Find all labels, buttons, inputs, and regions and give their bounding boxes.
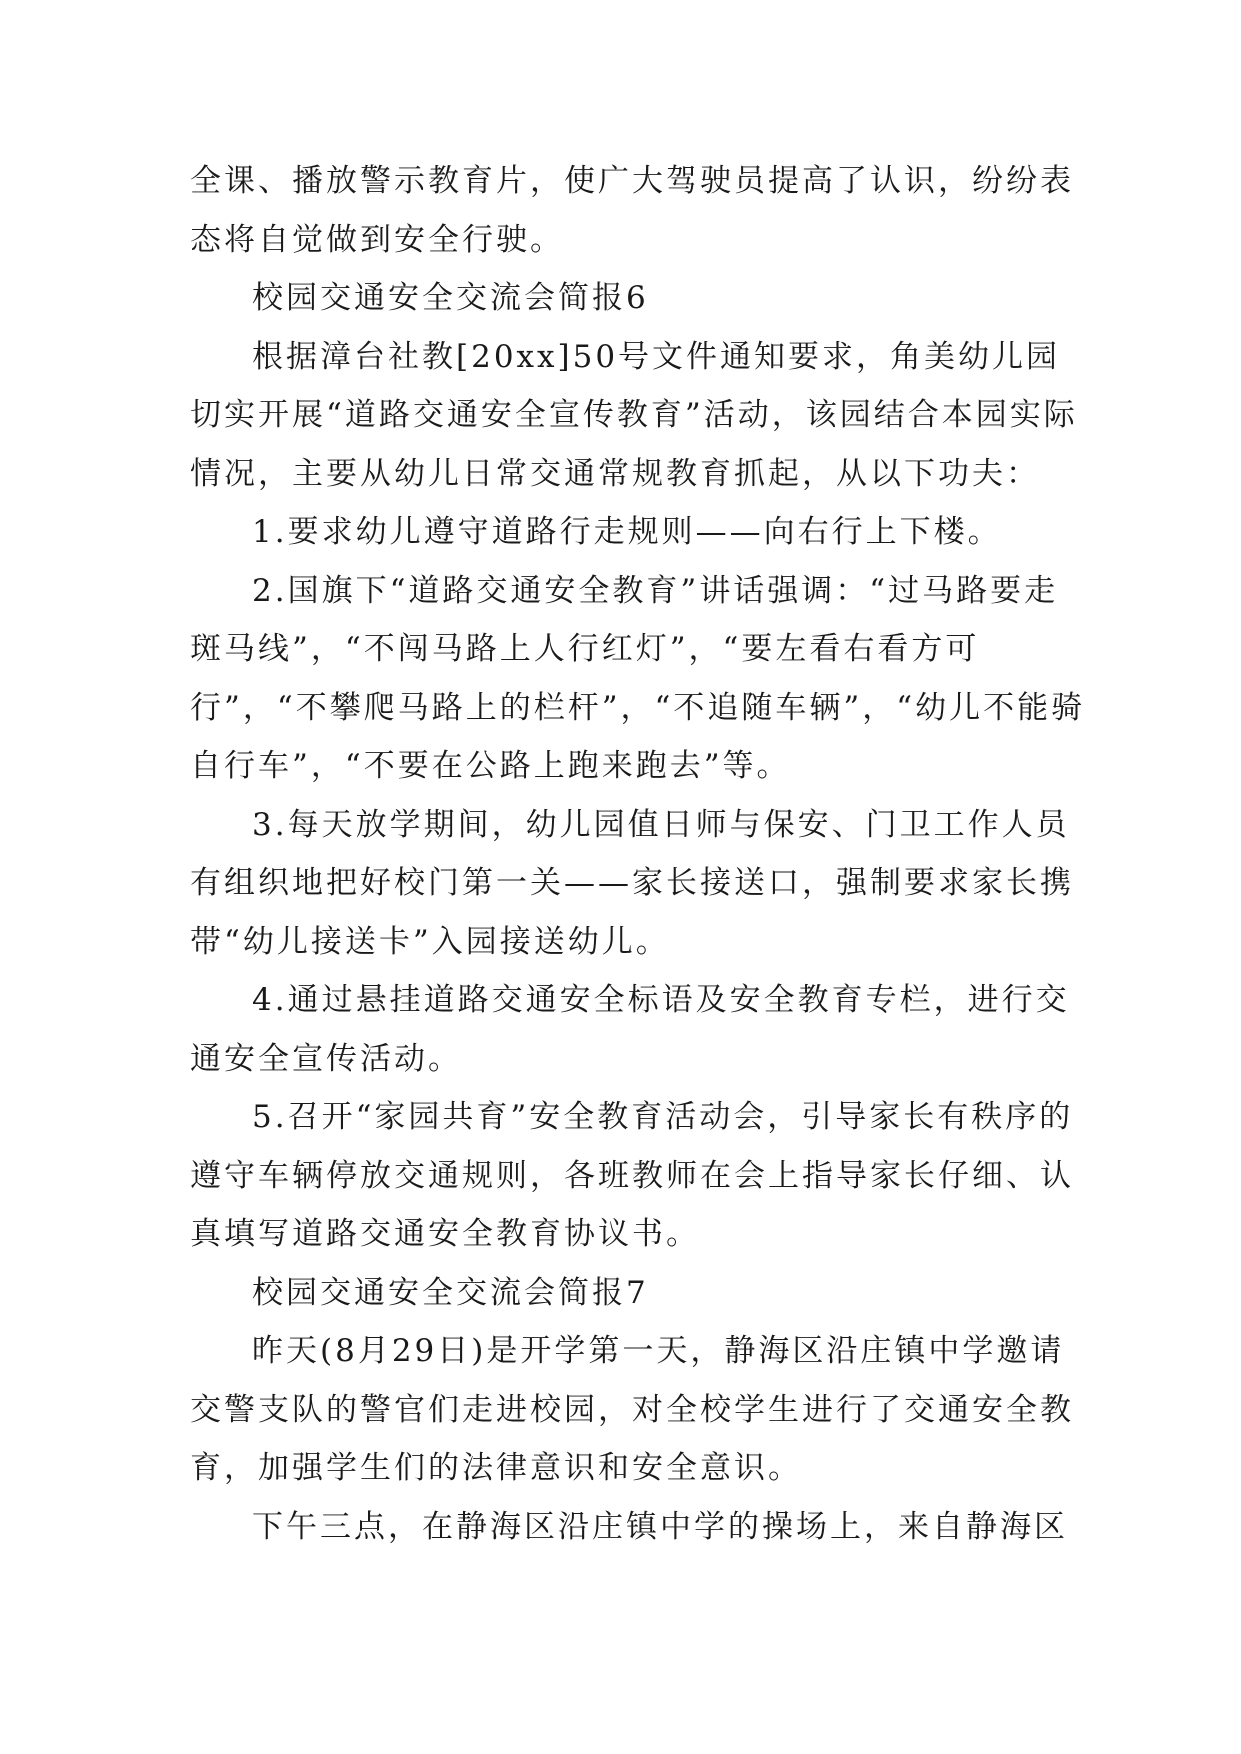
section-heading-7: 校园交通安全交流会简报7 — [252, 1274, 649, 1311]
list-item-2: 2.国旗下“道路交通安全教育”讲话强调：“过马路要走斑马线”，“不闯马路上人行红灯”，“要左看右看方可行”，“不攀爬马路上的栏杆”，“不追随车辆”，“幼儿不能骑自行车”，“不要在公路上跑来跑去”等。 — [190, 572, 1086, 784]
document-body — [190, 152, 1090, 1556]
list-item-3: 3.每天放学期间，幼儿园值日师与保安、门卫工作人员有组织地把好校门第一关——家长接送口，强制要求家长携带“幼儿接送卡”入园接送幼儿。 — [190, 806, 1074, 960]
list-item-5: 5.召开“家园共育”安全教育活动会，引导家长有秩序的遵守车辆停放交通规则，各班教师在会上指导家长仔细、认真填写道路交通安全教育协议书。 — [190, 1099, 1074, 1252]
paragraph-continued: 下午三点，在静海区沿庄镇中学的操场上，来自静海区 — [252, 1508, 1068, 1545]
list-item-1: 1.要求幼儿遵守道路行走规则——向右行上下楼。 — [252, 514, 1002, 550]
list-item-4: 4.通过悬挂道路交通安全标语及安全教育专栏，进行交通安全宣传活动。 — [190, 982, 1070, 1077]
paragraph-intro-7: 昨天(8月29日)是开学第一天，静海区沿庄镇中学邀请交警支队的警官们走进校园，对全校学生进行了交通安全教育，加强学生们的法律意识和安全意识。 — [190, 1333, 1074, 1486]
section-heading-6: 校园交通安全交流会简报6 — [252, 280, 649, 316]
paragraph-intro-6: 根据漳台社教[20xx]50号文件通知要求，角美幼儿园切实开展“道路交通安全宣传教育”活动，该园结合本园实际情况，主要从幼儿日常交通常规教育抓起，从以下功夫： — [190, 338, 1078, 492]
paragraph-continuation: 全课、播放警示教育片，使广大驾驶员提高了认识，纷纷表态将自觉做到安全行驶。 — [190, 163, 1074, 258]
